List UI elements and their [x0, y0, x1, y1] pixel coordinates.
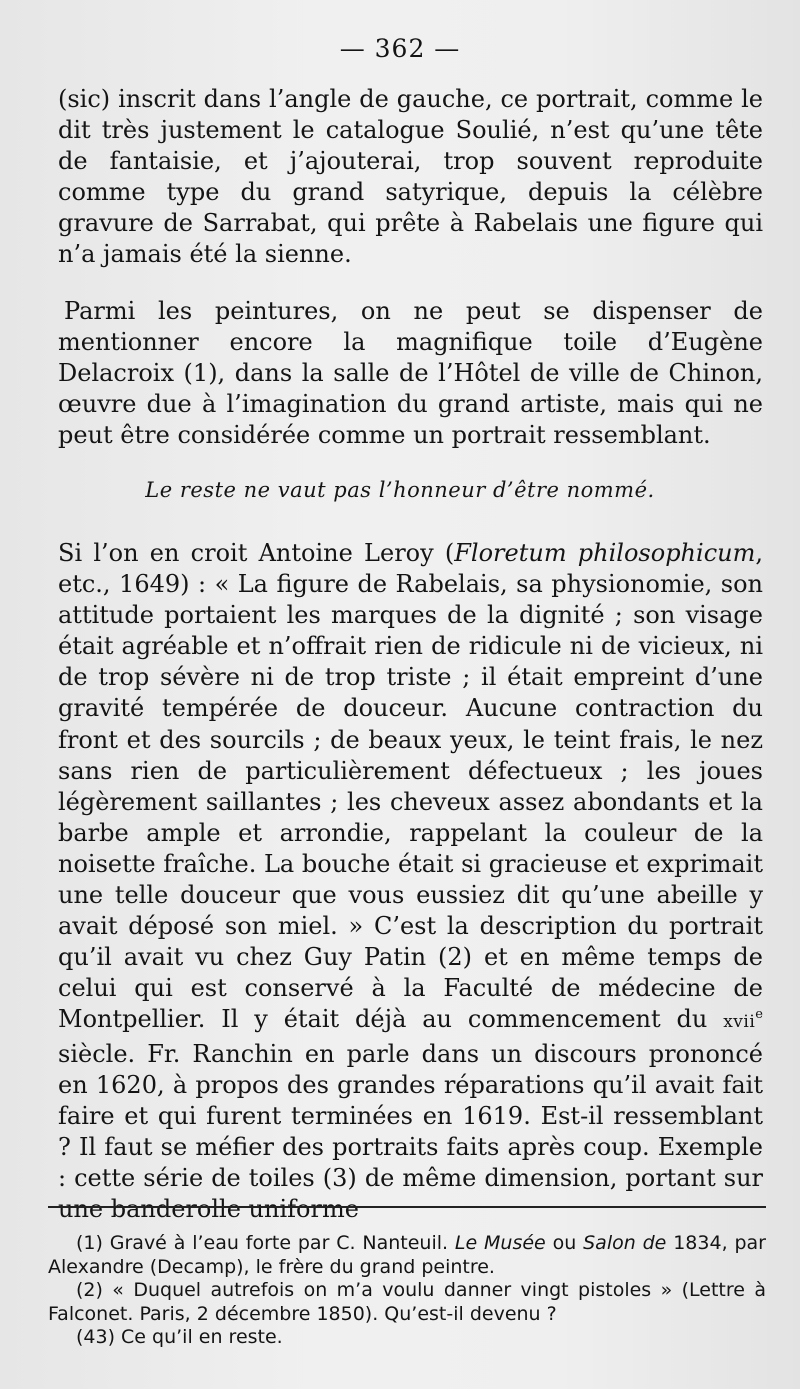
footnote-2: (2) « Duquel autrefois on m’a voulu danner vingt pistoles » (Lettre à Falconet. Paris, 2 décembre 1850). Qu’est-il devenu ?: [48, 1279, 766, 1325]
footnote-1-text-b: ou: [545, 1232, 584, 1254]
paragraph-3-text-c: siècle. Fr. Ranchin en parle dans un discours prononcé en 1620, à propos des grandes réparations qu’il avait fait faire et qui furent terminées en 1619. Est-il ressemblant ? Il faut se méfier des portraits faits après coup. Exemple : cette série de toiles (3) de même dimension, portant sur une banderolle uniforme: [58, 1039, 763, 1223]
page-number: — 362 —: [339, 34, 461, 63]
paragraph-1: (sic) inscrit dans l’angle de gauche, ce portrait, comme le dit très justement le catalogue Soulié, n’est qu’une tête de fantaisie, et j’ajouterai, trop souvent reproduite comme type du grand satyrique, depuis la célèbre gravure de Sarrabat, qui prête à Rabelais une figure qui n’a jamais été la sienne.: [58, 85, 763, 268]
footnotes: [48, 1232, 766, 1350]
paragraph-3: [58, 538, 763, 1225]
footnote-3: (43) Ce qu’il en reste.: [76, 1326, 283, 1348]
footnote-1-title-1: Le Musée: [454, 1232, 546, 1254]
century-numeral: xvii: [723, 1012, 756, 1033]
book-title: Floretum philosophicum: [454, 539, 756, 567]
quoted-verse: Le reste ne vaut pas l’honneur d’être nommé.: [145, 478, 655, 502]
paragraph-3-text-a: Si l’on en croit Antoine Leroy (: [58, 539, 455, 567]
century-superscript: e: [755, 1007, 763, 1023]
footnote-1-text-a: (1) Gravé à l’eau forte par C. Nanteuil.: [76, 1232, 455, 1254]
footnote-1: [48, 1232, 766, 1279]
paragraph-3-text-b: , etc., 1649) : « La figure de Rabelais, sa physionomie, son attitude portaient les marques de la dignité ; son visage était agréable et n’offrait rien de ridicule ni de vicieux, ni de trop sévère ni de trop triste ; il était empreint d’une gravité tempérée de douceur. Aucune contraction du front et des sourcils ; de beaux yeux, le teint frais, le nez sans rien de particulièrement défectueux ; les joues légèrement saillantes ; les cheveux assez abondants et la barbe ample et arrondie, rappelant la couleur de la noisette fraîche. La bouche était si gracieuse et exprimait une telle douceur que vous eussiez dit qu’une abeille y avait déposé son miel. » C’est la description du portrait qu’il avait vu chez Guy Patin (2) et en même temps de celui qui est conservé à la Faculté de médecine de Montpellier. Il y était déjà au commencement du: [58, 539, 763, 1034]
footnote-1-text-c: 1834, par Alexandre (Decamp), le frère du grand peintre.: [48, 1232, 766, 1278]
footnote-1-title-2: Salon de: [583, 1232, 667, 1254]
footnote-divider: [48, 1206, 766, 1208]
paragraph-2: Parmi les peintures, on ne peut se dispenser de mentionner encore la magnifique toile d’Eugène Delacroix (1), dans la salle de l’Hôtel de ville de Chinon, œuvre due à l’imagination du grand artiste, mais qui ne peut être considérée comme un portrait ressemblant.: [58, 297, 763, 449]
